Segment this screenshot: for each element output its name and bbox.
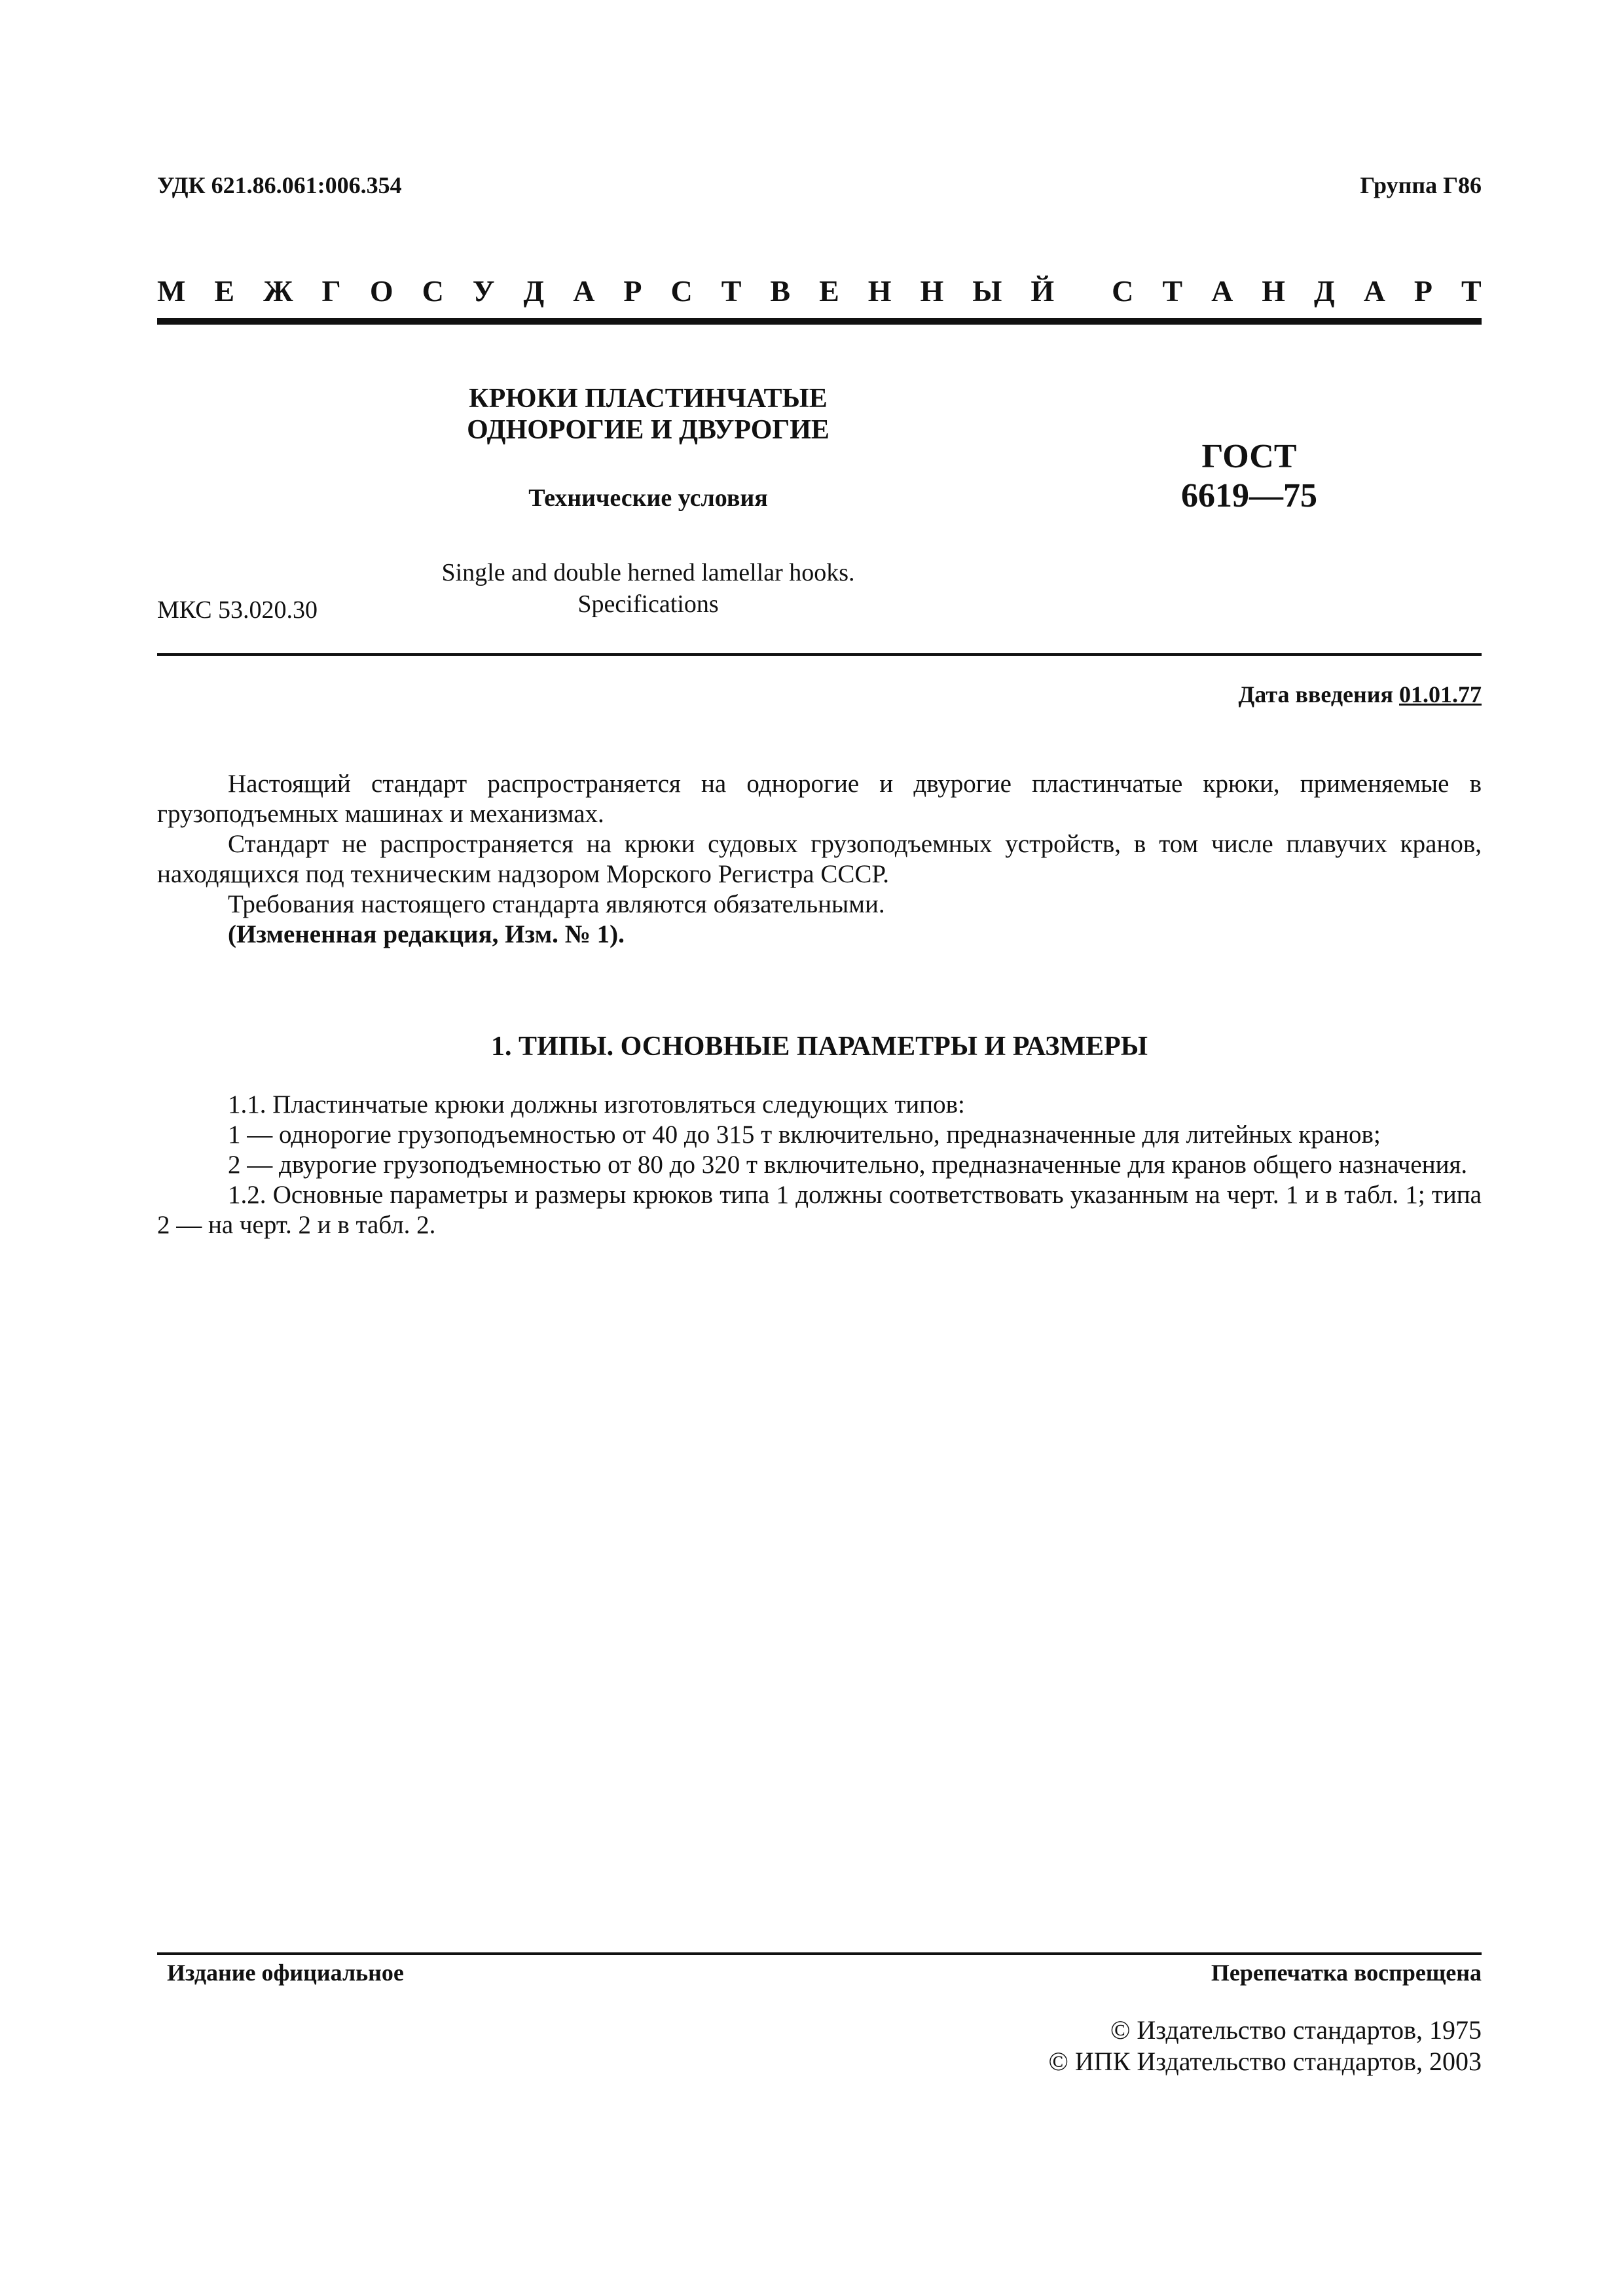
banner-letter: В — [770, 274, 791, 308]
type-1-description: 1 — однорогие грузоподъемностью от 40 до 315 т включительно, предназначенные для литейных кранов; — [228, 1121, 1381, 1149]
effective-date-value: 01.01.77 — [1399, 681, 1482, 708]
banner-letter: Т — [1461, 274, 1482, 308]
banner-letter: Д — [1314, 274, 1335, 308]
udk-code: УДК 621.86.061:006.354 — [157, 172, 402, 198]
banner-letter: А — [1211, 274, 1233, 308]
middle-rule — [157, 653, 1482, 656]
intro-paragraph-1: Настоящий стандарт распространяется на однорогие и двурогие пластинчатые крюки, применяемые в грузоподъемных машинах и механизмах. — [157, 770, 1482, 828]
banner-letter: Е — [819, 274, 839, 308]
reprint-prohibited-note: Перепечатка воспрещена — [1211, 1960, 1482, 1986]
section-1-heading: 1. ТИПЫ. ОСНОВНЫЕ ПАРАМЕТРЫ И РАЗМЕРЫ — [490, 1031, 1148, 1062]
effective-date — [1239, 681, 1482, 708]
banner-letter: М — [157, 274, 186, 308]
copyright-line-2: © ИПК Издательство стандартов, 2003 — [1048, 2047, 1482, 2076]
interstate-standard-banner — [157, 274, 1482, 308]
gost-designation: 6619—75 — [1181, 477, 1317, 514]
title-line-1: КРЮКИ ПЛАСТИНЧАТЫЕ — [469, 384, 828, 414]
banner-letter: А — [1363, 274, 1385, 308]
intro-paragraph-2: Стандарт не распространяется на крюки судовых грузоподъемных устройств, в том числе плавучих кранов, находящихся под техническим надзором Морского Регистра СССР. — [157, 830, 1482, 888]
title-line-2: ОДНОРОГИЕ И ДВУРОГИЕ — [467, 415, 830, 445]
bottom-rule — [157, 1952, 1482, 1955]
type-2-description: 2 — двурогие грузоподъемностью от 80 до 320 т включительно, предназначенные для кранов общего назначения. — [228, 1151, 1468, 1179]
banner-letter: Ж — [263, 274, 293, 308]
banner-letter: Ы — [972, 274, 1002, 308]
banner-letter: С — [422, 274, 444, 308]
banner-letter: Й — [1030, 274, 1055, 308]
official-edition-note: Издание официальное — [167, 1960, 404, 1986]
banner-letter: Н — [867, 274, 892, 308]
english-title-line-2: Specifications — [577, 590, 719, 618]
copyright-block — [1049, 2015, 1482, 2077]
banner-letter: Р — [1413, 274, 1433, 308]
banner-letter: Д — [523, 274, 545, 308]
gost-label: ГОСТ — [1201, 438, 1297, 475]
effective-date-label: Дата введения — [1238, 681, 1393, 708]
banner-letter: Р — [623, 274, 642, 308]
top-rule — [157, 318, 1482, 325]
mks-code: МКС 53.020.30 — [157, 596, 318, 624]
banner-letter: У — [472, 274, 495, 308]
banner-letter: С — [1112, 274, 1134, 308]
gost-number — [1138, 437, 1360, 516]
banner-letter: Т — [1162, 274, 1183, 308]
banner-letter: С — [670, 274, 693, 308]
banner-letter: Е — [214, 274, 235, 308]
section-1-body — [157, 1090, 1482, 1240]
banner-letter: Н — [920, 274, 944, 308]
banner-letter: Т — [721, 274, 742, 308]
amendment-note: (Измененная редакция, Изм. № 1). — [228, 920, 625, 948]
clause-1-2: 1.2. Основные параметры и размеры крюков типа 1 должны соответствовать указанным на черт. 1 и в табл. 1; типа 2 — на черт. 2 и в табл. 2. — [157, 1181, 1482, 1239]
copyright-line-1: © Издательство стандартов, 1975 — [1110, 2015, 1482, 2045]
title-block — [288, 383, 1008, 620]
clause-1-1: 1.1. Пластинчатые крюки должны изготовляться следующих типов: — [228, 1090, 965, 1119]
group-code: Группа Г86 — [1360, 172, 1482, 198]
banner-letter: О — [369, 274, 393, 308]
intro-text — [157, 769, 1482, 950]
banner-letter: Н — [1262, 274, 1286, 308]
english-title — [288, 557, 1008, 620]
intro-paragraph-3: Требования настоящего стандарта являются обязательными. — [228, 890, 885, 918]
english-title-line-1: Single and double herned lamellar hooks. — [441, 559, 855, 586]
banner-letter: Г — [321, 274, 341, 308]
banner-letter: А — [573, 274, 595, 308]
subtitle: Технические условия — [528, 484, 768, 512]
